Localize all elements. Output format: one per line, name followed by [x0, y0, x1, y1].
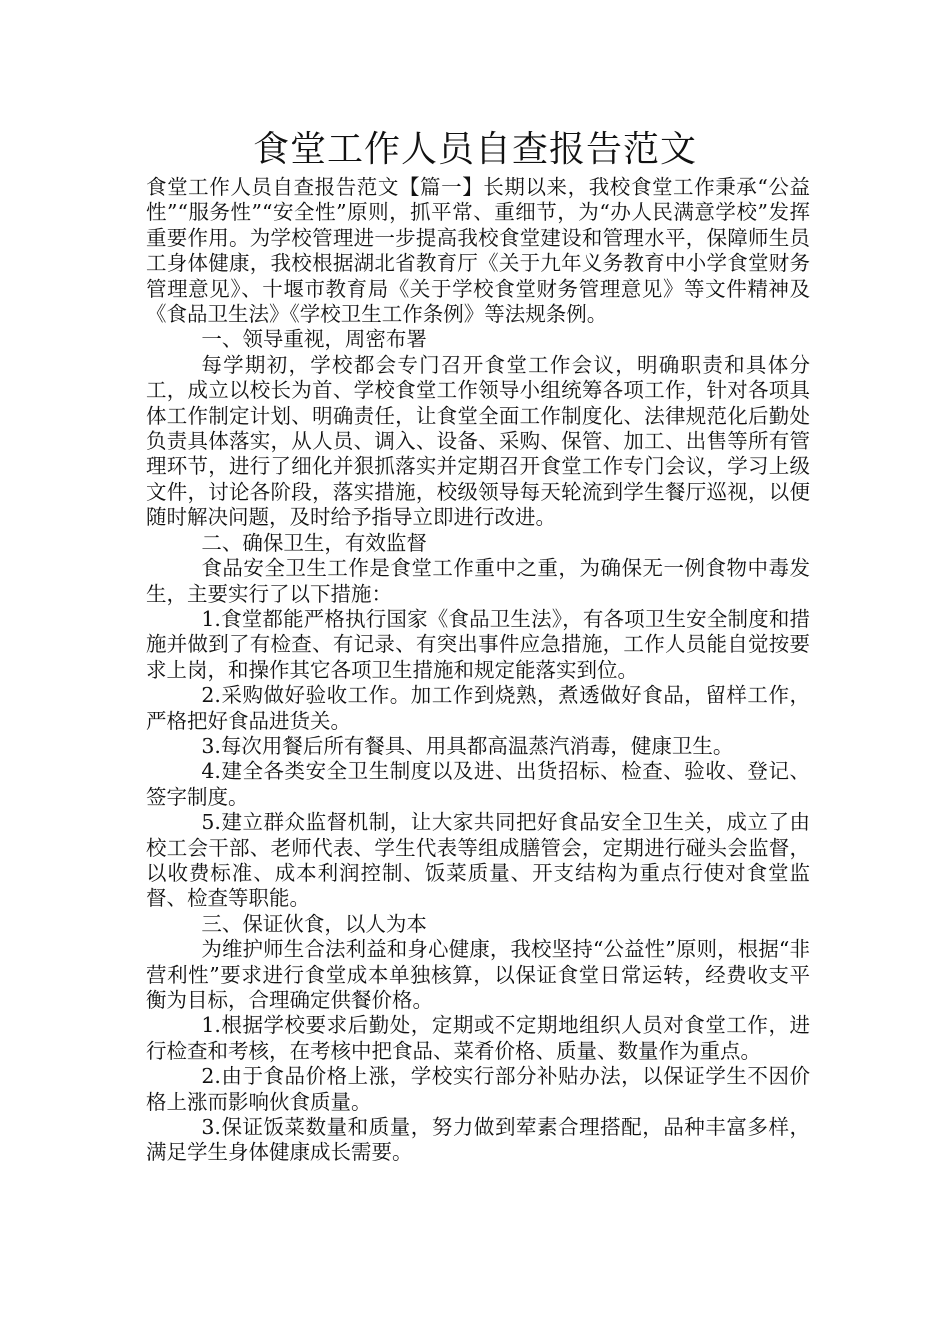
list-item: 1.根据学校要求后勤处，定期或不定期地组织人员对食堂工作，进行检查和考核，在考核中把食品、菜肴价格、质量、数量作为重点。	[146, 1013, 810, 1063]
section-heading-2: 二、确保卫生，有效监督	[201, 530, 427, 555]
list-item: 1.食堂都能严格执行国家《食品卫生法》，有各项卫生安全制度和措施并做到了有检查、有记录、有突出事件应急措施，工作人员能自觉按要求上岗，和操作其它各项卫生措施和规定能落实到位。	[146, 606, 810, 682]
document-title: 食堂工作人员自查报告范文	[252, 129, 697, 170]
list-item: 5.建立群众监督机制，让大家共同把好食品安全卫生关，成立了由校工会干部、老师代表、学生代表等组成膳管会，定期进行碰头会监督，以收费标准、成本利润控制、饭菜质量、开支结构为重点行使对食堂监督、检查等职能。	[146, 810, 810, 911]
section-heading-1: 一、领导重视，周密布署	[201, 327, 427, 352]
section-heading-3: 三、保证伙食，以人为本	[201, 911, 427, 936]
paragraph: 为维护师生合法利益和身心健康，我校坚持“公益性”原则，根据“非营利性”要求进行食堂成本单独核算，以保证食堂日常运转，经费收支平衡为目标，合理确定供餐价格。	[146, 937, 810, 1012]
paragraph: 食品安全卫生工作是食堂工作重中之重，为确保无一例食物中毒发生，主要实行了以下措施：	[146, 556, 810, 606]
document-body	[146, 175, 810, 1166]
list-item: 2.采购做好验收工作。加工作到烧熟，煮透做好食品，留样工作，严格把好食品进货关。	[146, 683, 810, 733]
list-item: 4.建全各类安全卫生制度以及进、出货招标、检查、验收、登记、签字制度。	[146, 759, 810, 809]
list-item: 3.保证饭菜数量和质量，努力做到荤素合理搭配，品种丰富多样，满足学生身体健康成长需要。	[146, 1115, 810, 1165]
list-item: 3.每次用餐后所有餐具、用具都高温蒸汽消毒，健康卫生。	[201, 733, 734, 758]
list-item: 2.由于食品价格上涨，学校实行部分补贴办法，以保证学生不因价格上涨而影响伙食质量。	[146, 1064, 810, 1114]
paragraph: 每学期初，学校都会专门召开食堂工作会议，明确职责和具体分工，成立以校长为首、学校食堂工作领导小组统筹各项工作，针对各项具体工作制定计划、明确责任，让食堂全面工作制度化、法律规范化后勤处负责具体落实，从人员、调入、设备、采购、保管、加工、出售等所有管理环节，进行了细化并狠抓落实并定期召开食堂工作专门会议，学习上级文件，讨论各阶段，落实措施，校级领导每天轮流到学生餐厅巡视，以便随时解决问题，及时给予指导立即进行改进。	[146, 352, 810, 530]
paragraph-intro: 食堂工作人员自查报告范文【篇一】长期以来，我校食堂工作秉承“公益性”“服务性”“安全性”原则，抓平常、重细节，为“办人民满意学校”发挥重要作用。为学校管理进一步提高我校食堂建设和管理水平，保障师生员工身体健康，我校根据湖北省教育厅《关于九年义务教育中小学食堂财务管理意见》、十堰市教育局《关于学校食堂财务管理意见》等文件精神及《食品卫生法》《学校卫生工作条例》等法规条例。	[146, 175, 810, 327]
